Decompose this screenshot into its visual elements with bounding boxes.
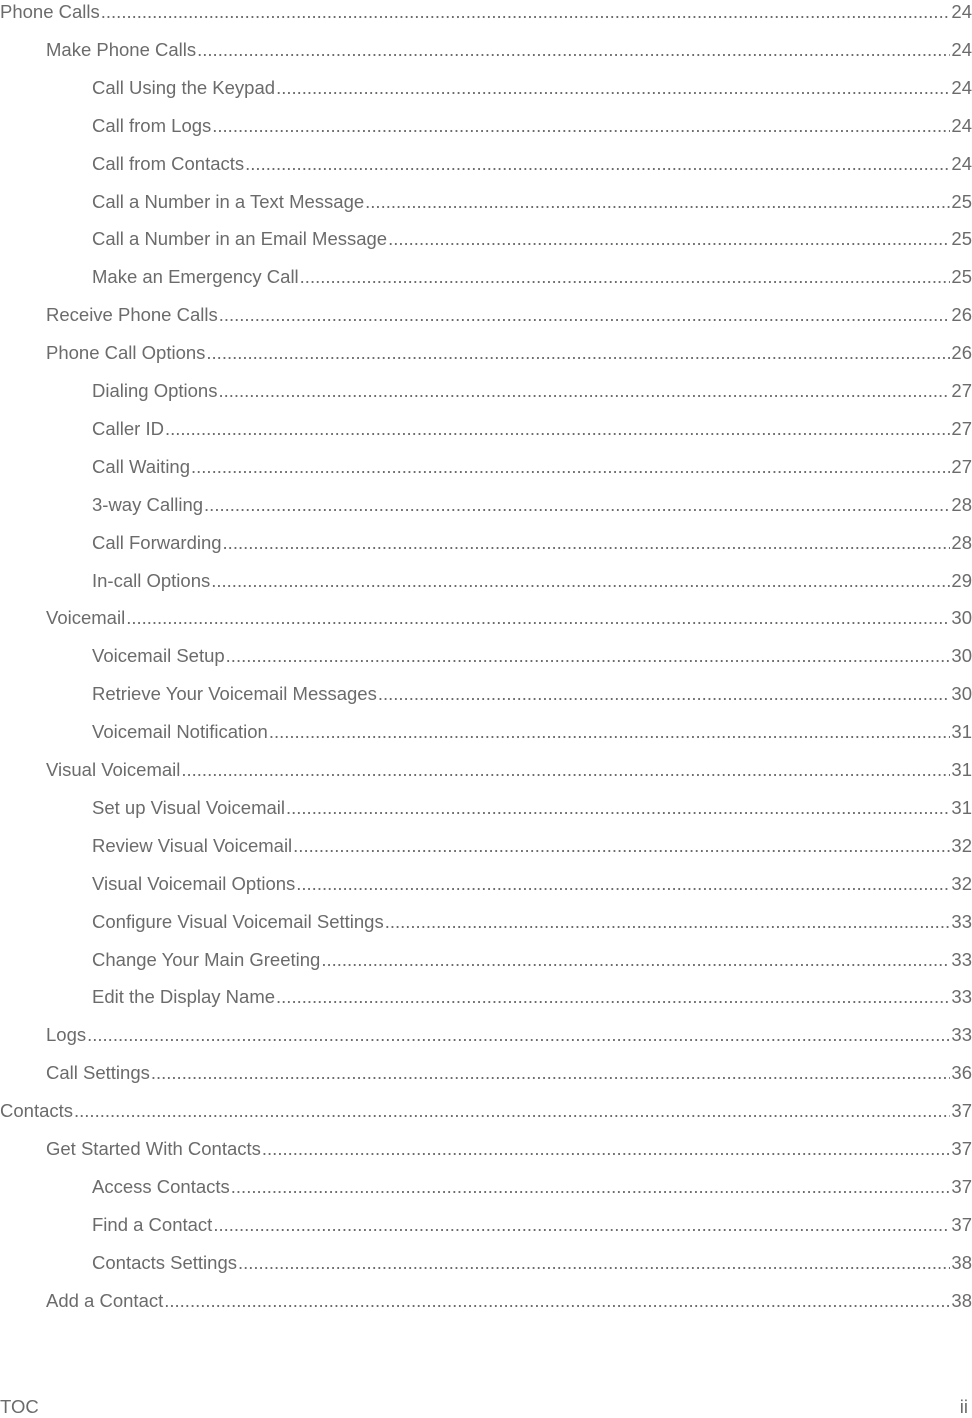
toc-entry-title: In-call Options [92,569,211,591]
toc-entry-page-number: 38 [951,1289,972,1311]
toc-entry-title: 3-way Calling [92,493,204,515]
toc-entry[interactable] [0,530,972,554]
toc-entry[interactable] [0,378,972,402]
toc-entry[interactable] [0,871,972,895]
toc-dot-leader [126,607,950,629]
toc-entry[interactable] [0,1212,972,1236]
toc-entry[interactable] [0,264,972,288]
toc-entry-page-number: 27 [951,380,972,401]
toc-entry-page-number: 37 [951,1213,972,1235]
toc-entry[interactable] [0,0,972,23]
toc-entry[interactable] [0,492,972,516]
toc-dot-leader [101,1,951,23]
toc-dot-leader [218,380,950,402]
toc-dot-leader [87,1024,950,1046]
toc-dot-leader [165,418,950,440]
toc-dot-leader [276,986,950,1008]
toc-entry[interactable] [0,151,972,175]
toc-dot-leader [276,77,950,99]
toc-dot-leader [164,1290,950,1312]
toc-entry-title: Call Using the Keypad [92,76,276,98]
toc-entry-page-number: 26 [951,304,972,326]
toc-entry-page-number: 24 [951,76,972,98]
toc-entry[interactable] [0,1136,972,1160]
toc-entry-title: Call a Number in a Text Message [92,190,365,212]
toc-entry-title: Caller ID [92,417,164,439]
toc-entry-page-number: 24 [951,38,972,60]
toc-dot-leader [321,949,950,971]
toc-entry-page-number: 24 [951,152,972,174]
toc-entry-page-number: 38 [951,1251,972,1273]
toc-entry-page-number: 30 [951,607,972,629]
toc-entry-page-number: 36 [951,1062,972,1084]
toc-entry[interactable] [0,757,972,781]
toc-entry[interactable] [0,984,972,1008]
toc-entry-title: Receive Phone Calls [46,304,218,326]
toc-entry-title: Make Phone Calls [46,38,197,60]
toc-dot-leader [191,456,950,478]
toc-dot-leader [223,532,951,554]
toc-entry[interactable] [0,833,972,857]
toc-entry-page-number: 37 [951,1175,972,1197]
toc-entry-title: Call Settings [46,1062,150,1084]
toc-entry-page-number: 30 [951,683,972,705]
toc-dot-leader [385,911,951,933]
toc-dot-leader [181,759,950,781]
toc-dot-leader [296,873,950,895]
toc-entry[interactable] [0,1250,972,1274]
toc-entry-title: Call from Logs [92,114,212,136]
toc-entry-page-number: 27 [951,455,972,477]
toc-entry-title: Phone Call Options [46,342,206,364]
toc-dot-leader [365,191,950,213]
toc-entry-title: Configure Visual Voicemail Settings [92,910,384,932]
toc-entry-title: Find a Contact [92,1213,213,1235]
toc-entry[interactable] [0,75,972,99]
toc-entry-title: Change Your Main Greeting [92,948,321,970]
toc-entry[interactable] [0,1022,972,1046]
toc-entry-title: Access Contacts [92,1175,230,1197]
toc-entry-title: Review Visual Voicemail [92,834,293,856]
toc-entry-title: Add a Contact [46,1289,164,1311]
toc-entry-title: Call from Contacts [92,152,245,174]
toc-dot-leader [238,1252,950,1274]
toc-dot-leader [206,342,950,364]
toc-dot-leader [211,570,950,592]
toc-entry-page-number: 32 [951,834,972,856]
toc-entry[interactable] [0,37,972,61]
toc-entry-page-number: 25 [951,190,972,212]
toc-dot-leader [262,1138,951,1160]
toc-dot-leader [293,835,950,857]
toc-dot-leader [74,1100,950,1122]
toc-entry-page-number: 31 [951,759,972,780]
toc-dot-leader [286,797,950,819]
toc-entry[interactable] [0,1098,972,1122]
toc-dot-leader [300,266,951,288]
toc-entry-title: Contacts Settings [92,1251,237,1273]
toc-entry[interactable] [0,909,972,933]
toc-entry[interactable] [0,643,972,667]
toc-entry-title: Logs [46,1024,87,1046]
toc-entry[interactable] [0,719,972,743]
toc-entry-title: Edit the Display Name [92,986,276,1008]
toc-entry[interactable] [0,681,972,705]
toc-dot-leader [388,228,950,250]
toc-entry[interactable] [0,568,972,592]
toc-entry[interactable] [0,226,972,250]
toc-dot-leader [245,153,950,175]
toc-dot-leader [231,1176,951,1198]
toc-entry[interactable] [0,340,972,364]
toc-entry[interactable] [0,454,972,478]
toc-entry-page-number: 30 [951,645,972,667]
toc-entry-title: Dialing Options [92,380,218,401]
toc-entry-page-number: 29 [951,569,972,591]
toc-dot-leader [204,494,950,516]
toc-entry-title: Retrieve Your Voicemail Messages [92,683,377,705]
toc-dot-leader [378,683,951,705]
footer-section-label: TOC [0,1396,39,1417]
toc-entry-title: Call Forwarding [92,531,222,553]
toc-entry-page-number: 37 [951,1100,972,1122]
toc-entry-page-number: 25 [951,266,972,288]
toc-entry-page-number: 24 [951,114,972,136]
toc-entry[interactable] [0,1060,972,1084]
toc-entry[interactable] [0,947,972,971]
toc-dot-leader [226,645,951,667]
toc-entry-title: Voicemail Notification [92,721,268,743]
toc-entry-page-number: 33 [951,948,972,970]
toc-entry[interactable] [0,302,972,326]
toc-entry-page-number: 28 [951,493,972,515]
toc-dot-leader [213,1214,950,1236]
toc-entry[interactable] [0,1174,972,1198]
toc-entry[interactable] [0,605,972,629]
toc-entry[interactable] [0,416,972,440]
toc-entry-title: Contacts [0,1100,74,1122]
toc-dot-leader [219,304,951,326]
toc-entry[interactable] [0,189,972,213]
toc-entry-page-number: 25 [951,228,972,250]
toc-entry-page-number: 27 [951,417,972,439]
toc-dot-leader [212,115,950,137]
toc-entry-page-number: 33 [951,1024,972,1046]
toc-entry-title: Voicemail [46,607,126,629]
toc-entry-title: Set up Visual Voicemail [92,796,285,818]
toc-entry-title: Visual Voicemail Options [92,872,296,894]
footer-page-number: ii [959,1396,968,1417]
toc-entry-title: Visual Voicemail [46,759,181,780]
toc-entry-page-number: 31 [951,796,972,818]
toc-entry-page-number: 33 [951,910,972,932]
toc-entry[interactable] [0,113,972,137]
toc-entry-page-number: 33 [951,986,972,1008]
toc-entry-title: Make an Emergency Call [92,266,299,288]
toc-entry-page-number: 26 [951,342,972,364]
toc-entry[interactable] [0,1288,972,1312]
toc-entry-title: Call Waiting [92,455,191,477]
toc-entry-title: Phone Calls [0,1,100,22]
toc-entry-page-number: 24 [951,1,972,22]
toc-entry-page-number: 28 [951,531,972,553]
toc-entry-title: Get Started With Contacts [46,1138,261,1159]
toc-entry-title: Call a Number in an Email Message [92,228,388,250]
toc-entry-title: Voicemail Setup [92,645,225,667]
toc-entry-page-number: 37 [951,1138,972,1159]
toc-entry[interactable] [0,795,972,819]
toc-dot-leader [151,1062,951,1084]
toc-dot-leader [197,39,950,61]
toc-dot-leader [269,721,951,743]
toc-entry-page-number: 31 [951,721,972,743]
toc-entry-page-number: 32 [951,872,972,894]
